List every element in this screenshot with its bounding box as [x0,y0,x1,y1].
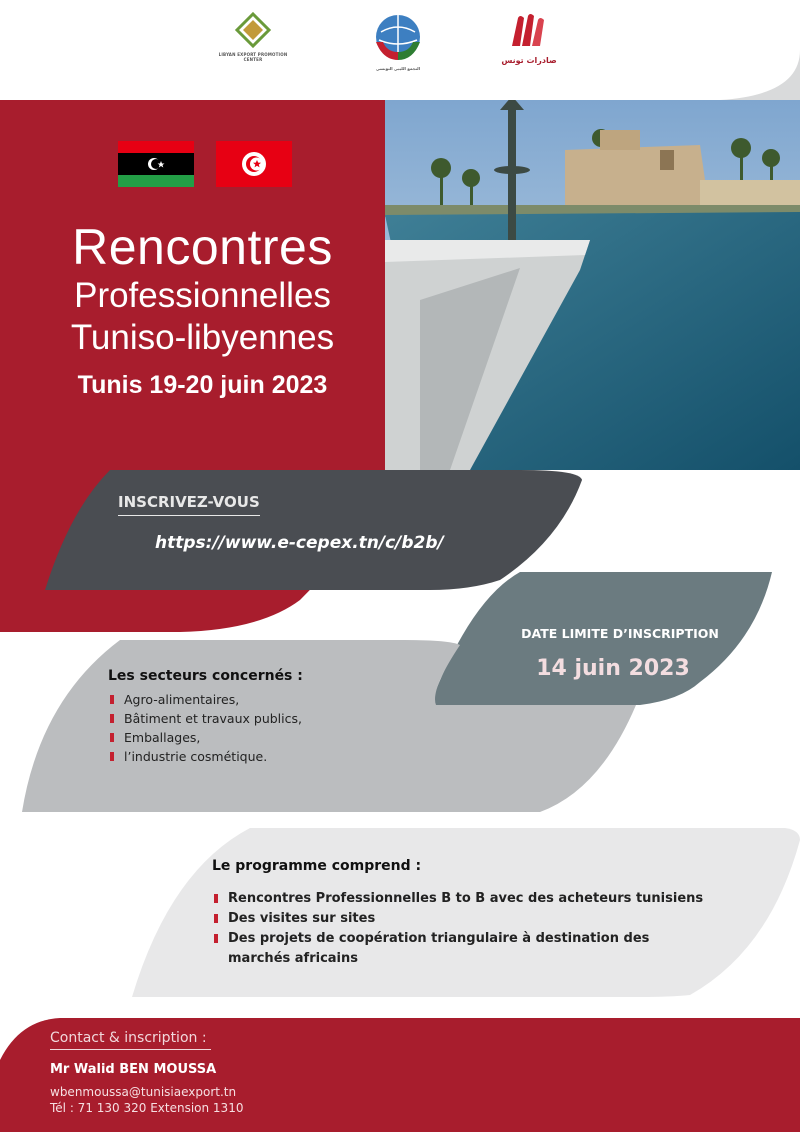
libya-flag-icon [118,141,194,187]
list-item: Emballages, [110,728,410,747]
title-line3: Tuniso-libyennes [70,318,335,357]
globe-icon [373,12,423,62]
registration-heading: INSCRIVEZ-VOUS [118,493,260,516]
tunisia-flag [216,141,292,187]
sectors-list [110,690,410,766]
title-line2: Professionnelles [74,276,331,315]
deadline-label: DATE LIMITE D’INSCRIPTION [521,626,719,641]
tunisia-flag-icon [216,141,292,187]
lepc-logo [218,12,288,62]
title-line1: Rencontres [72,219,333,275]
lepc-emblem-icon [233,12,273,48]
sectors-heading: Les secteurs concernés : [108,668,303,684]
libya-flag [118,141,194,187]
contact-phone: Tél : 71 130 320 Extension 1310 [50,1101,244,1115]
program-heading: Le programme comprend : [212,858,422,874]
chamber-caption: التجمع الليبي التونسي [375,66,421,71]
contact-name: Mr Walid BEN MOUSSA [50,1062,217,1077]
chamber-logo [368,12,428,71]
list-item: Agro-alimentaires, [110,690,410,709]
registration-url[interactable]: https://www.e-cepex.tn/c/b2b/ [155,533,444,553]
list-item: Des visites sur sites [214,909,714,929]
event-date: Tunis 19-20 juin 2023 [77,371,328,399]
tunisia-export-emblem-icon [504,12,554,52]
top-swoosh [385,50,800,100]
registration-banner [45,470,582,590]
contact-heading: Contact & inscription : [50,1030,211,1050]
list-item: Bâtiment et travaux publics, [110,709,410,728]
deadline-date: 14 juin 2023 [536,656,690,681]
lepc-caption: LIBYAN EXPORT PROMOTION CENTER [218,52,288,62]
list-item: Des projets de coopération triangulaire à destination des marchés africains [214,929,668,969]
list-item: Rencontres Professionnelles B to B avec des acheteurs tunisiens [214,889,714,909]
tunisia-export-logo [496,12,562,65]
contact-email[interactable]: wbenmoussa@tunisiaexport.tn [50,1085,237,1099]
tunisia-export-caption: صادرات تونس [501,56,557,65]
harbor-photo [385,96,800,470]
list-item: l’industrie cosmétique. [110,747,410,766]
program-list [214,889,714,969]
